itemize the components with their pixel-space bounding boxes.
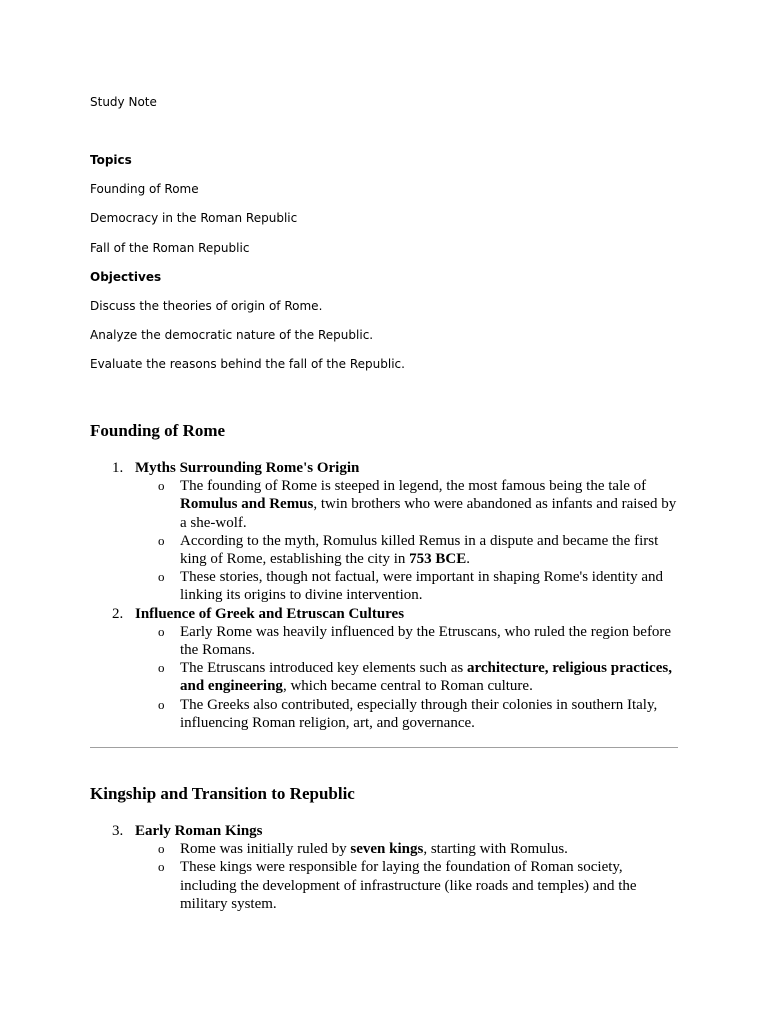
topic-item: Fall of the Roman Republic (90, 241, 250, 255)
text-run: The Etruscans introduced key elements such as (180, 660, 467, 677)
bullet-glyph: o (158, 841, 165, 857)
bold-text: seven kings (350, 841, 424, 858)
list-item-title: Early Roman Kings (135, 823, 263, 839)
text-run: According to the myth, Romulus killed Remus in a dispute and became the first king of Rome, establishing the city in (180, 532, 659, 568)
bullet-item (158, 568, 680, 604)
text-run: , starting with Romulus. (423, 841, 568, 858)
text-run: The founding of Rome is steeped in legend, the most famous being the tale of (180, 478, 647, 495)
topic-item: Founding of Rome (90, 182, 199, 196)
topic-item: Democracy in the Roman Republic (90, 211, 298, 225)
list-number: 1. (112, 460, 124, 476)
numbered-list (90, 822, 680, 913)
list-item-title: Influence of Greek and Etruscan Cultures (135, 605, 405, 622)
horizontal-rule (90, 747, 678, 748)
list-number: 3. (112, 823, 124, 839)
bullet-item (158, 659, 680, 695)
list-item-title: Myths Surrounding Rome's Origin (135, 460, 360, 476)
bullet-item (158, 532, 680, 568)
text-run: Early Rome was heavily influenced by the Etruscans, who ruled the region before the Romans. (180, 623, 672, 659)
text-run: These kings were responsible for laying the foundation of Roman society, including the development of infrastructure (like roads and temples) and the military system. (180, 859, 637, 912)
list-item (90, 822, 680, 913)
list-number: 2. (112, 605, 124, 622)
text-run: Rome was initially ruled by (180, 841, 351, 858)
text-run: The Greeks also contributed, especially through their colonies in southern Italy, influencing Roman religion, art, and governance. (180, 696, 658, 731)
text-run: . (466, 551, 470, 568)
objective-item: Analyze the democratic nature of the Republic. (90, 328, 374, 342)
bullet-glyph: o (158, 859, 165, 875)
objective-item: Discuss the theories of origin of Rome. (90, 299, 323, 313)
bullet-item (158, 623, 680, 659)
bold-text: architecture, religious practices, and engineering (180, 660, 672, 695)
bullet-glyph: o (158, 660, 165, 676)
bullet-glyph: o (158, 569, 165, 585)
bullet-glyph: o (158, 623, 165, 639)
objective-item: Evaluate the reasons behind the fall of the Republic. (90, 357, 405, 371)
bullet-glyph: o (158, 696, 165, 712)
bold-text: Romulus and Remus (180, 496, 314, 513)
bullet-item (158, 477, 680, 532)
bullet-glyph: o (158, 532, 165, 548)
list-item (90, 605, 680, 732)
bold-text: 753 BCE (409, 551, 467, 568)
bullet-item (158, 696, 680, 732)
objectives-heading: Objectives (90, 270, 162, 284)
text-run: , twin brothers who were abandoned as infants and raised by a she-wolf. (180, 496, 677, 531)
bullet-item (158, 858, 680, 913)
doc-title: Study Note (90, 95, 157, 109)
section-heading: Kingship and Transition to Republic (90, 784, 355, 803)
section-heading: Founding of Rome (90, 421, 226, 440)
text-run: , which became central to Roman culture. (282, 678, 533, 695)
topics-heading: Topics (90, 153, 132, 167)
bullet-glyph: o (158, 478, 165, 494)
text-run: These stories, though not factual, were important in shaping Rome's identity and linking its origins to divine intervention. (180, 569, 664, 604)
numbered-list (90, 459, 680, 732)
list-item (90, 459, 680, 605)
bullet-item (158, 840, 680, 858)
